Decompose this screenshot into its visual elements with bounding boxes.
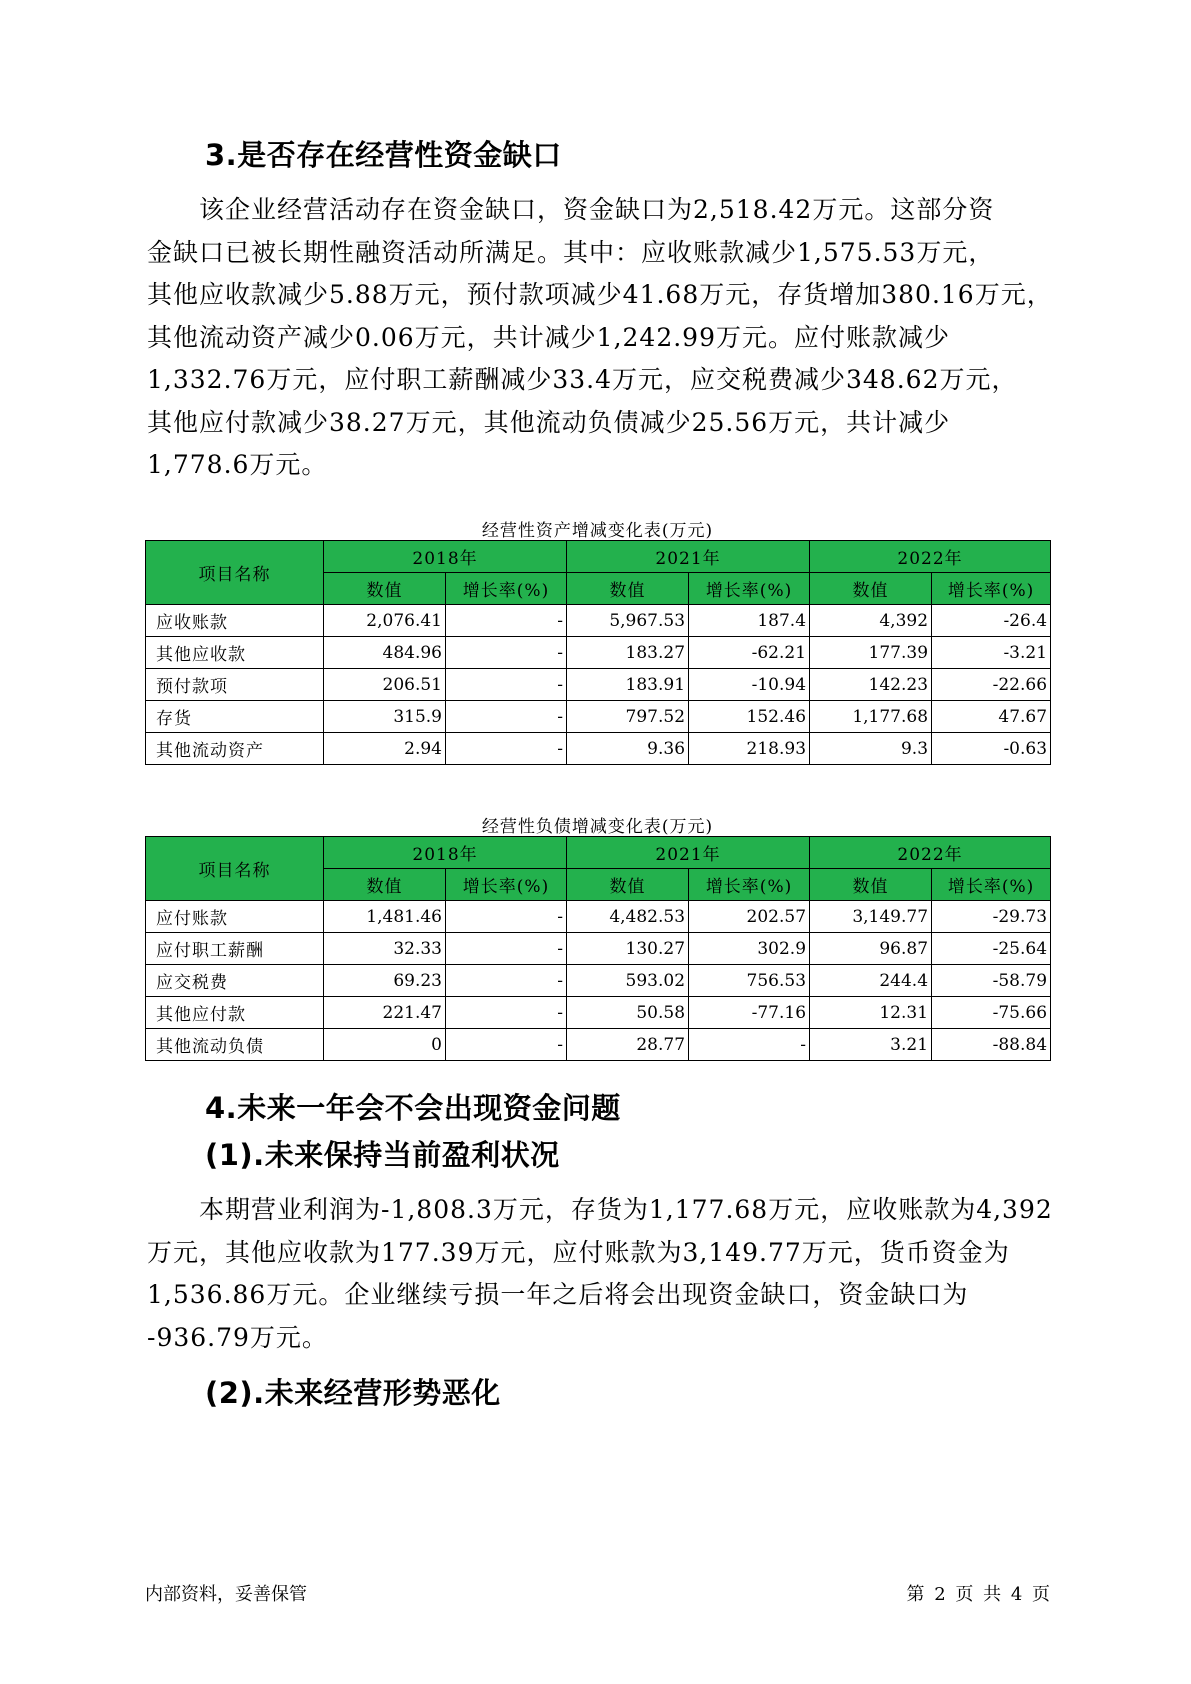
footer-confidential-note: 内部资料，妥善保管 xyxy=(145,1584,307,1605)
growth-rate-cell: -10.94 xyxy=(689,669,810,701)
paragraph-line: 万元，其他应收款为177.39万元，应付账款为3,149.77万元，货币资金为 xyxy=(147,1237,1010,1267)
value-header: 数值 xyxy=(567,869,689,901)
growth-rate-cell: 302.9 xyxy=(689,933,810,965)
value-cell: 69.23 xyxy=(324,965,446,997)
value-cell: 3.21 xyxy=(810,1029,932,1061)
item-name-header: 项目名称 xyxy=(146,837,324,901)
year-header: 2018年 xyxy=(324,541,567,573)
value-cell: 183.27 xyxy=(567,637,689,669)
growth-rate-cell: -77.16 xyxy=(689,997,810,1029)
growth-rate-cell: - xyxy=(446,733,567,765)
year-header: 2022年 xyxy=(810,837,1051,869)
value-header: 数值 xyxy=(324,573,446,605)
asset-table-body xyxy=(146,605,1051,765)
table-row xyxy=(146,637,1051,669)
value-header: 数值 xyxy=(810,869,932,901)
row-item-name: 应交税费 xyxy=(146,965,324,997)
value-cell: 4,482.53 xyxy=(567,901,689,933)
table-row xyxy=(146,1029,1051,1061)
growth-rate-cell: 218.93 xyxy=(689,733,810,765)
growth-rate-cell: -0.63 xyxy=(932,733,1051,765)
row-item-name: 存货 xyxy=(146,701,324,733)
growth-rate-cell: - xyxy=(446,901,567,933)
table-row xyxy=(146,701,1051,733)
value-cell: 5,967.53 xyxy=(567,605,689,637)
growth-rate-cell: -25.64 xyxy=(932,933,1051,965)
value-cell: 9.36 xyxy=(567,733,689,765)
growth-rate-cell: - xyxy=(446,605,567,637)
table-row xyxy=(146,965,1051,997)
year-header: 2021年 xyxy=(567,837,810,869)
value-cell: 315.9 xyxy=(324,701,446,733)
liability-table xyxy=(145,836,1051,1061)
value-cell: 130.27 xyxy=(567,933,689,965)
value-cell: 221.47 xyxy=(324,997,446,1029)
paragraph-line: 1,332.76万元，应付职工薪酬减少33.4万元，应交税费减少348.62万元， xyxy=(147,365,1018,394)
value-cell: 2.94 xyxy=(324,733,446,765)
year-header: 2018年 xyxy=(324,837,567,869)
subsection-1-heading: (1).未来保持当前盈利状况 xyxy=(205,1138,560,1172)
paragraph-line: -936.79万元。 xyxy=(147,1322,328,1352)
growth-rate-cell: - xyxy=(446,997,567,1029)
growth-rate-cell: 756.53 xyxy=(689,965,810,997)
growth-rate-cell: 202.57 xyxy=(689,901,810,933)
value-cell: 96.87 xyxy=(810,933,932,965)
table-row xyxy=(146,933,1051,965)
growth-rate-cell: -58.79 xyxy=(932,965,1051,997)
value-cell: 0 xyxy=(324,1029,446,1061)
value-cell: 1,177.68 xyxy=(810,701,932,733)
subsection-2-heading: (2).未来经营形势恶化 xyxy=(205,1376,501,1410)
subsection-1-paragraph xyxy=(147,1189,1053,1359)
growth-rate-cell: - xyxy=(689,1029,810,1061)
growth-rate-cell: 187.4 xyxy=(689,605,810,637)
growth-rate-header: 增长率(%) xyxy=(932,573,1051,605)
value-cell: 2,076.41 xyxy=(324,605,446,637)
value-cell: 183.91 xyxy=(567,669,689,701)
growth-rate-header: 增长率(%) xyxy=(446,869,567,901)
value-cell: 797.52 xyxy=(567,701,689,733)
value-cell: 244.4 xyxy=(810,965,932,997)
paragraph-line: 该企业经营活动存在资金缺口，资金缺口为2,518.42万元。这部分资 xyxy=(199,195,995,224)
growth-rate-header: 增长率(%) xyxy=(689,573,810,605)
growth-rate-cell: -3.21 xyxy=(932,637,1051,669)
value-cell: 4,392 xyxy=(810,605,932,637)
paragraph-line: 其他应付款减少38.27万元，其他流动负债减少25.56万元，共计减少 xyxy=(147,407,951,437)
paragraph-line: 本期营业利润为-1,808.3万元，存货为1,177.68万元，应收账款为4,392 xyxy=(199,1195,1053,1224)
value-cell: 28.77 xyxy=(567,1029,689,1061)
value-header: 数值 xyxy=(567,573,689,605)
growth-rate-cell: - xyxy=(446,1029,567,1061)
growth-rate-cell: -26.4 xyxy=(932,605,1051,637)
growth-rate-cell: -75.66 xyxy=(932,997,1051,1029)
row-item-name: 应付账款 xyxy=(146,901,324,933)
growth-rate-cell: 152.46 xyxy=(689,701,810,733)
value-cell: 9.3 xyxy=(810,733,932,765)
growth-rate-cell: - xyxy=(446,965,567,997)
value-cell: 12.31 xyxy=(810,997,932,1029)
growth-rate-cell: -62.21 xyxy=(689,637,810,669)
growth-rate-cell: - xyxy=(446,701,567,733)
year-header: 2021年 xyxy=(567,541,810,573)
paragraph-line: 1,536.86万元。企业继续亏损一年之后将会出现资金缺口，资金缺口为 xyxy=(147,1280,969,1309)
liability-table-body xyxy=(146,901,1051,1061)
growth-rate-cell: -88.84 xyxy=(932,1029,1051,1061)
table-row xyxy=(146,901,1051,933)
paragraph-line: 1,778.6万元。 xyxy=(147,450,328,479)
value-cell: 50.58 xyxy=(567,997,689,1029)
section-4-heading: 4.未来一年会不会出现资金问题 xyxy=(205,1091,621,1125)
item-name-header: 项目名称 xyxy=(146,541,324,605)
paragraph-line: 其他应收款减少5.88万元，预付款项减少41.68万元，存货增加380.16万元， xyxy=(147,280,1053,309)
growth-rate-cell: -29.73 xyxy=(932,901,1051,933)
row-item-name: 其他流动资产 xyxy=(146,733,324,765)
row-item-name: 应付职工薪酬 xyxy=(146,933,324,965)
asset-table xyxy=(145,540,1051,765)
value-cell: 177.39 xyxy=(810,637,932,669)
row-item-name: 其他应收款 xyxy=(146,637,324,669)
year-header: 2022年 xyxy=(810,541,1051,573)
growth-rate-cell: - xyxy=(446,637,567,669)
liability-table-caption: 经营性负债增减变化表(万元) xyxy=(481,817,714,837)
row-item-name: 预付款项 xyxy=(146,669,324,701)
value-cell: 1,481.46 xyxy=(324,901,446,933)
value-cell: 484.96 xyxy=(324,637,446,669)
row-item-name: 其他流动负债 xyxy=(146,1029,324,1061)
table-row xyxy=(146,669,1051,701)
growth-rate-cell: - xyxy=(446,669,567,701)
value-cell: 32.33 xyxy=(324,933,446,965)
row-item-name: 应收账款 xyxy=(146,605,324,637)
paragraph-line: 金缺口已被长期性融资活动所满足。其中：应收账款减少1,575.53万元， xyxy=(147,237,995,267)
table-row xyxy=(146,605,1051,637)
value-cell: 206.51 xyxy=(324,669,446,701)
value-cell: 593.02 xyxy=(567,965,689,997)
footer-page-number: 第 2 页 共 4 页 xyxy=(906,1584,1050,1605)
asset-table-caption: 经营性资产增减变化表(万元) xyxy=(481,521,714,541)
value-header: 数值 xyxy=(810,573,932,605)
paragraph-line: 其他流动资产减少0.06万元，共计减少1,242.99万元。应付账款减少 xyxy=(147,322,950,352)
table-row xyxy=(146,733,1051,765)
growth-rate-header: 增长率(%) xyxy=(689,869,810,901)
growth-rate-header: 增长率(%) xyxy=(446,573,567,605)
value-cell: 142.23 xyxy=(810,669,932,701)
value-header: 数值 xyxy=(324,869,446,901)
growth-rate-cell: -22.66 xyxy=(932,669,1051,701)
table-row xyxy=(146,997,1051,1029)
growth-rate-cell: - xyxy=(446,933,567,965)
row-item-name: 其他应付款 xyxy=(146,997,324,1029)
section-3-heading: 3.是否存在经营性资金缺口 xyxy=(205,138,562,172)
section-3-paragraph xyxy=(147,189,1053,487)
value-cell: 3,149.77 xyxy=(810,901,932,933)
growth-rate-header: 增长率(%) xyxy=(932,869,1051,901)
growth-rate-cell: 47.67 xyxy=(932,701,1051,733)
